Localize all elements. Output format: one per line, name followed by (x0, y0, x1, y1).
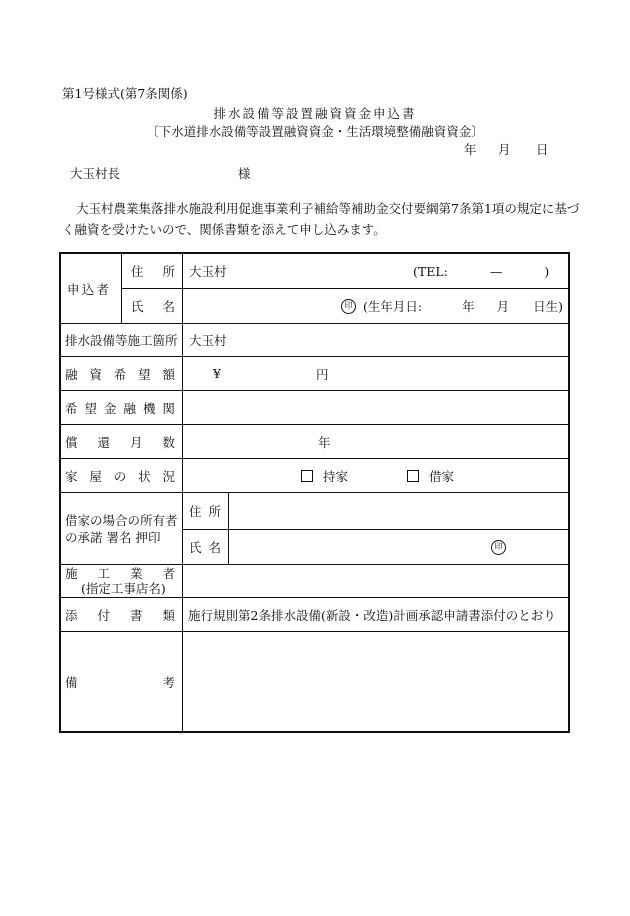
date-day-label: 日 (536, 142, 549, 157)
application-statement: 大玉村農業集落排水施設利用促進事業利子補給等補助金交付要綱第7条第1項の規定に基づく融資を受けたいので、関係書類を添えて申し込みます。 (62, 201, 580, 237)
months-unit: 年 (318, 434, 331, 450)
owner-seal-mark: 印 (491, 540, 506, 555)
document-subtitle: 〔下水道排水設備等設置融資資金・生活環境整備融資資金〕 (146, 124, 484, 139)
addressee: 大玉村長 (70, 166, 121, 181)
checkbox-icon (301, 470, 313, 482)
tel-open: (TEL: (413, 263, 448, 279)
owner-address-label: 住 所 (189, 504, 221, 519)
checkbox-icon (407, 470, 419, 482)
site-field[interactable] (189, 324, 559, 356)
rented-house-checkbox[interactable] (407, 459, 454, 492)
rented-house-label: 借家 (429, 468, 455, 484)
remarks-field[interactable] (185, 632, 565, 731)
owner-name-label: 氏 名 (189, 540, 221, 555)
remarks-label-right: 考 (162, 674, 175, 690)
date-month-label: 月 (498, 142, 511, 157)
attachments-value: 施行規則第2条排水設備(新設・改造)計画承認申請書添付のとおり (188, 607, 556, 623)
owner-label-line2: の承諾 署名 押印 (65, 529, 161, 545)
months-field[interactable] (185, 425, 565, 458)
birth-open: (生年月日: (363, 299, 423, 314)
address-label: 住 所 (131, 264, 175, 279)
applicant-address-field[interactable] (189, 254, 339, 288)
address-value: 大玉村 (189, 264, 227, 279)
bank-label: 希 望 金 融 機 関 (65, 400, 175, 416)
birth-day: 日生) (533, 299, 564, 314)
applicant-seal-mark: 印 (341, 299, 356, 314)
house-label: 家 屋 の 状 況 (65, 468, 175, 484)
attachments-label: 添 付 書 類 (65, 607, 175, 623)
document-title: 排水設備等設置融資資金申込書 (213, 106, 417, 121)
contractor-label-line1: 施 工 業 者 (65, 566, 175, 581)
application-table (59, 252, 570, 733)
applicant-label: 申 込 者 (67, 281, 109, 297)
form-number: 第1号様式(第7条関係) (62, 86, 188, 101)
tel-dash: — (489, 263, 503, 279)
remarks-label-left: 備 (65, 674, 78, 690)
birth-year: 年 (462, 299, 475, 314)
owner-label-line1: 借家の場合の所有者 (65, 512, 178, 528)
contractor-label-line2: (指定工事店名) (81, 581, 166, 596)
own-house-checkbox[interactable] (301, 459, 348, 492)
owner-name-field[interactable] (231, 530, 481, 564)
tel-field[interactable] (413, 254, 563, 288)
site-value: 大玉村 (189, 333, 227, 348)
amount-label: 融 資 希 望 額 (65, 366, 175, 382)
birth-month: 月 (496, 299, 510, 314)
amount-field[interactable] (213, 357, 513, 390)
date-year-label: 年 (464, 142, 477, 157)
name-label: 氏 名 (131, 299, 175, 314)
yen-unit: 円 (315, 366, 329, 382)
applicant-name-field[interactable] (185, 289, 335, 323)
tel-close: ) (544, 263, 550, 279)
months-label: 償 還 月 数 (65, 434, 175, 450)
bank-field[interactable] (185, 391, 565, 424)
attachments-field[interactable] (188, 598, 568, 631)
own-house-label: 持家 (323, 468, 349, 484)
honorific: 様 (238, 166, 251, 181)
owner-address-field[interactable] (231, 493, 561, 529)
yen-symbol: ¥ (213, 366, 221, 381)
site-label: 排水設備等施工箇所 (65, 333, 178, 348)
birthdate-field[interactable] (363, 289, 568, 323)
contractor-field[interactable] (185, 565, 565, 597)
